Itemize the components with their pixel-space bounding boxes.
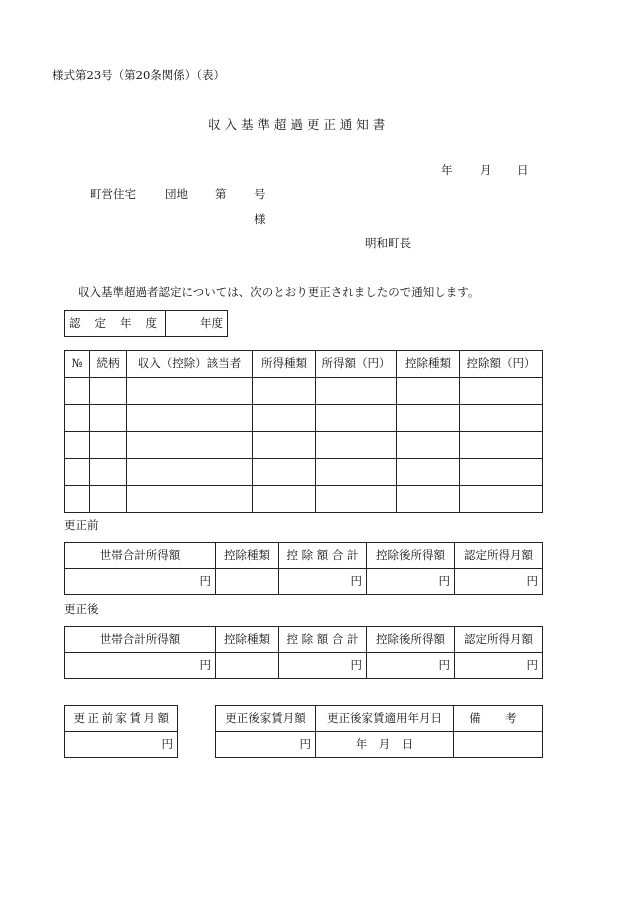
- header-person: 収入（控除）該当者: [127, 351, 253, 378]
- date-month: 月: [480, 163, 492, 177]
- table-row: [65, 432, 543, 459]
- rent-after-header-date: 更正後家賃適用年月日: [316, 706, 454, 732]
- rent-after-value-remarks: [454, 732, 543, 758]
- after-header-after-deduction: 控除後所得額: [367, 627, 455, 653]
- rent-after-table: [215, 705, 543, 758]
- cert-year-table: [64, 310, 228, 337]
- header-income-type: 所得種類: [253, 351, 316, 378]
- after-value-deduction-type: [216, 653, 279, 679]
- body-text: 収入基準超過者認定については、次のとおり更正されましたので通知します。: [78, 285, 480, 299]
- after-header-monthly-income: 認定所得月額: [455, 627, 543, 653]
- before-value-deduction-total: 円: [279, 569, 367, 595]
- date-day: 日: [517, 163, 529, 177]
- header-income-amount: 所得額（円）: [316, 351, 397, 378]
- rent-before-header: 更 正 前 家 賃 月 額: [65, 706, 178, 732]
- before-header-deduction-total: 控 除 額 合 計: [279, 543, 367, 569]
- addressee-sama: 様: [254, 212, 266, 226]
- header-relation: 続柄: [90, 351, 127, 378]
- cert-year-label: 認 定 年 度: [65, 311, 166, 337]
- before-header-after-deduction: 控除後所得額: [367, 543, 455, 569]
- header-no: №: [65, 351, 90, 378]
- rent-after-header-remarks: 備 考: [454, 706, 543, 732]
- header-deduction-amount: 控除額（円）: [460, 351, 543, 378]
- addressee-danchi: 団地: [165, 187, 188, 201]
- after-value-after-deduction: 円: [367, 653, 455, 679]
- after-header-deduction-total: 控 除 額 合 計: [279, 627, 367, 653]
- table-row: [65, 459, 543, 486]
- after-value-deduction-total: 円: [279, 653, 367, 679]
- after-value-household-income: 円: [65, 653, 216, 679]
- before-value-monthly-income: 円: [455, 569, 543, 595]
- before-value-household-income: 円: [65, 569, 216, 595]
- rent-before-value: 円: [65, 732, 178, 758]
- addressee-housing: 町営住宅: [90, 187, 136, 201]
- document-title: 収 入 基 準 超 過 更 正 通 知 書: [208, 117, 386, 132]
- before-value-deduction-type: [216, 569, 279, 595]
- rent-after-value-date: 年 月 日: [316, 732, 454, 758]
- after-label: 更正後: [64, 602, 99, 616]
- cert-year-value: 年度: [166, 311, 228, 337]
- before-value-after-deduction: 円: [367, 569, 455, 595]
- before-table: [64, 542, 543, 595]
- before-header-household-income: 世帯合計所得額: [65, 543, 216, 569]
- header-deduction-type: 控除種類: [397, 351, 460, 378]
- after-value-monthly-income: 円: [455, 653, 543, 679]
- after-header-household-income: 世帯合計所得額: [65, 627, 216, 653]
- table-row: [65, 405, 543, 432]
- rent-before-table: [64, 705, 178, 758]
- detail-header-row: [65, 351, 543, 378]
- after-table: [64, 626, 543, 679]
- issuer-name: 明和町長: [365, 236, 411, 250]
- table-row: [65, 378, 543, 405]
- form-number: 様式第23号（第20条関係）（表）: [52, 68, 226, 82]
- after-header-deduction-type: 控除種類: [216, 627, 279, 653]
- before-header-monthly-income: 認定所得月額: [455, 543, 543, 569]
- before-header-deduction-type: 控除種類: [216, 543, 279, 569]
- before-label: 更正前: [64, 518, 99, 532]
- income-detail-table: [64, 350, 543, 513]
- addressee-go: 号: [254, 187, 266, 201]
- date-year: 年: [441, 163, 453, 177]
- rent-after-value-monthly: 円: [216, 732, 316, 758]
- addressee-dai: 第: [215, 187, 227, 201]
- table-row: [65, 486, 543, 513]
- rent-after-header-monthly: 更正後家賃月額: [216, 706, 316, 732]
